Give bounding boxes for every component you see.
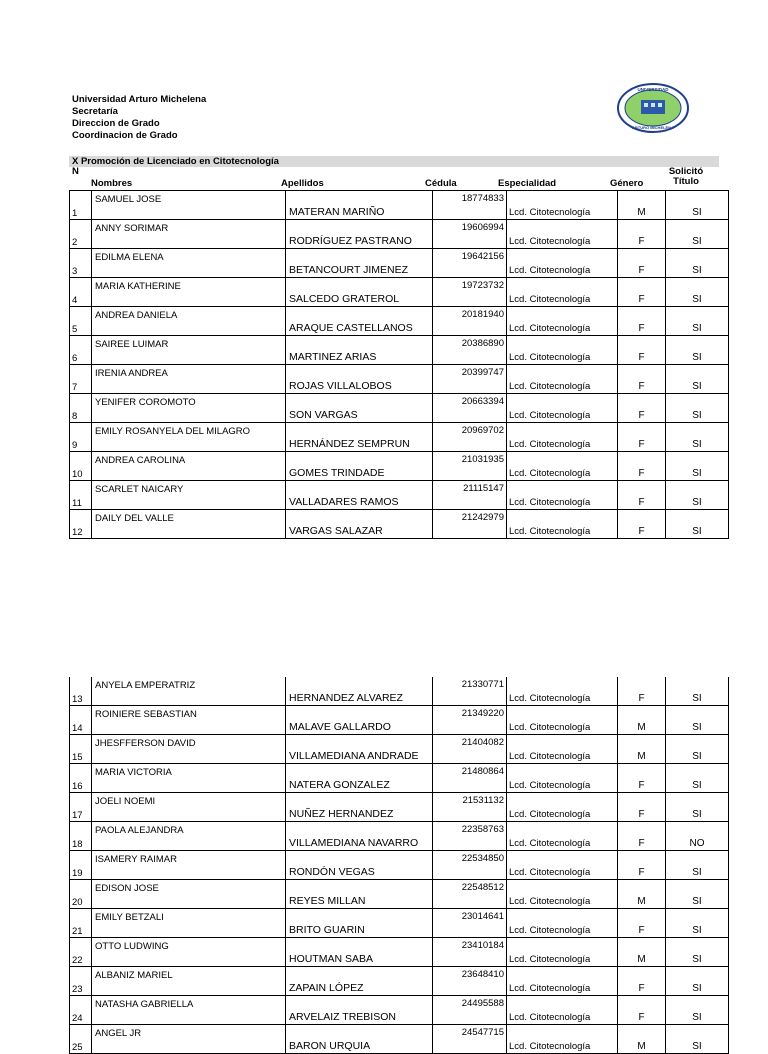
cell-requested-title: SI — [666, 1025, 729, 1054]
col-header-solicito — [664, 167, 708, 187]
col-header-cedula: Cédula — [425, 178, 457, 189]
cell-requested-title: SI — [666, 481, 729, 510]
cell-last-names: NATERA GONZALEZ — [286, 764, 433, 793]
cell-row-number: 21 — [70, 909, 92, 938]
cell-gender: F — [618, 481, 666, 510]
table-row — [70, 307, 729, 336]
col-header-genero: Género — [610, 178, 644, 189]
cell-id-number: 21330771 — [433, 677, 507, 706]
table-row — [70, 1025, 729, 1054]
cell-row-number: 12 — [70, 510, 92, 539]
cell-gender: F — [618, 909, 666, 938]
cell-gender: F — [618, 220, 666, 249]
cell-specialty: Lcd. Citotecnología — [507, 1025, 618, 1054]
cell-requested-title: SI — [666, 677, 729, 706]
cell-gender: F — [618, 452, 666, 481]
cell-id-number: 24547715 — [433, 1025, 507, 1054]
col-header-solicito-line2: Título — [673, 176, 699, 187]
cell-first-names: ROINIERE SEBASTIAN — [92, 706, 286, 735]
promotion-title: X Promoción de Licenciado en Citotecnología — [69, 156, 719, 167]
document-header — [72, 94, 206, 142]
cell-id-number: 22358763 — [433, 822, 507, 851]
cell-last-names: RODRÍGUEZ PASTRANO — [286, 220, 433, 249]
cell-first-names: ALBANIZ MARIEL — [92, 967, 286, 996]
cell-row-number: 23 — [70, 967, 92, 996]
col-header-solicito-line1: Solicitó — [668, 166, 704, 177]
cell-id-number: 20399747 — [433, 365, 507, 394]
cell-requested-title: SI — [666, 510, 729, 539]
table-row — [70, 793, 729, 822]
cell-id-number: 21031935 — [433, 452, 507, 481]
cell-requested-title: SI — [666, 278, 729, 307]
cell-specialty: Lcd. Citotecnología — [507, 996, 618, 1025]
cell-first-names: PAOLA ALEJANDRA — [92, 822, 286, 851]
cell-row-number: 11 — [70, 481, 92, 510]
table-row — [70, 677, 729, 706]
cell-gender: F — [618, 996, 666, 1025]
table-row — [70, 996, 729, 1025]
graduates-table-2 — [69, 677, 729, 1054]
cell-row-number: 6 — [70, 336, 92, 365]
cell-requested-title: SI — [666, 394, 729, 423]
table-row — [70, 510, 729, 539]
cell-id-number: 21531132 — [433, 793, 507, 822]
cell-id-number: 21349220 — [433, 706, 507, 735]
cell-row-number: 3 — [70, 249, 92, 278]
cell-id-number: 18774833 — [433, 191, 507, 220]
cell-last-names: HERNÁNDEZ SEMPRUN — [286, 423, 433, 452]
cell-specialty: Lcd. Citotecnología — [507, 336, 618, 365]
table-row — [70, 764, 729, 793]
cell-first-names: YENIFER COROMOTO — [92, 394, 286, 423]
cell-last-names: ARAQUE CASTELLANOS — [286, 307, 433, 336]
cell-requested-title: SI — [666, 307, 729, 336]
cell-row-number: 17 — [70, 793, 92, 822]
cell-last-names: HERNANDEZ ALVAREZ — [286, 677, 433, 706]
coordination-line: Coordinacion de Grado — [72, 130, 178, 141]
cell-id-number: 20663394 — [433, 394, 507, 423]
cell-id-number: 22548512 — [433, 880, 507, 909]
cell-row-number: 5 — [70, 307, 92, 336]
cell-gender: M — [618, 938, 666, 967]
cell-last-names: NUÑEZ HERNANDEZ — [286, 793, 433, 822]
cell-requested-title: SI — [666, 996, 729, 1025]
cell-first-names: EMILY BETZALI — [92, 909, 286, 938]
cell-requested-title: NO — [666, 822, 729, 851]
cell-requested-title: SI — [666, 249, 729, 278]
cell-row-number: 16 — [70, 764, 92, 793]
cell-specialty: Lcd. Citotecnología — [507, 938, 618, 967]
cell-specialty: Lcd. Citotecnología — [507, 706, 618, 735]
cell-requested-title: SI — [666, 365, 729, 394]
cell-specialty: Lcd. Citotecnología — [507, 220, 618, 249]
cell-id-number: 22534850 — [433, 851, 507, 880]
cell-last-names: RONDÓN VEGAS — [286, 851, 433, 880]
cell-row-number: 9 — [70, 423, 92, 452]
cell-last-names: GOMES TRINDADE — [286, 452, 433, 481]
cell-last-names: VALLADARES RAMOS — [286, 481, 433, 510]
cell-row-number: 18 — [70, 822, 92, 851]
cell-specialty: Lcd. Citotecnología — [507, 307, 618, 336]
cell-first-names: ANDREA CAROLINA — [92, 452, 286, 481]
cell-id-number: 19642156 — [433, 249, 507, 278]
cell-row-number: 22 — [70, 938, 92, 967]
cell-gender: M — [618, 706, 666, 735]
cell-id-number: 23410184 — [433, 938, 507, 967]
cell-gender: F — [618, 967, 666, 996]
cell-gender: F — [618, 365, 666, 394]
cell-first-names: SAIREE LUIMAR — [92, 336, 286, 365]
secretary-line: Secretaría — [72, 106, 118, 117]
cell-id-number: 20181940 — [433, 307, 507, 336]
cell-specialty: Lcd. Citotecnología — [507, 880, 618, 909]
cell-last-names: MARTINEZ ARIAS — [286, 336, 433, 365]
cell-first-names: ANNY SORIMAR — [92, 220, 286, 249]
cell-specialty: Lcd. Citotecnología — [507, 793, 618, 822]
cell-gender: F — [618, 278, 666, 307]
cell-row-number: 7 — [70, 365, 92, 394]
table-row — [70, 249, 729, 278]
cell-requested-title: SI — [666, 220, 729, 249]
table-row — [70, 706, 729, 735]
table-row — [70, 851, 729, 880]
cell-requested-title: SI — [666, 851, 729, 880]
cell-specialty: Lcd. Citotecnología — [507, 909, 618, 938]
cell-gender: F — [618, 851, 666, 880]
cell-specialty: Lcd. Citotecnología — [507, 735, 618, 764]
cell-first-names: ANYELA EMPERATRIZ — [92, 677, 286, 706]
cell-id-number: 21115147 — [433, 481, 507, 510]
cell-id-number: 20969702 — [433, 423, 507, 452]
cell-id-number: 21480864 — [433, 764, 507, 793]
cell-specialty: Lcd. Citotecnología — [507, 394, 618, 423]
table-row — [70, 909, 729, 938]
svg-text:UNIVERSIDAD: UNIVERSIDAD — [637, 87, 669, 92]
cell-first-names: MARIA KATHERINE — [92, 278, 286, 307]
table-row — [70, 191, 729, 220]
cell-first-names: MARIA VICTORIA — [92, 764, 286, 793]
table-row — [70, 822, 729, 851]
cell-first-names: ISAMERY RAIMAR — [92, 851, 286, 880]
cell-specialty: Lcd. Citotecnología — [507, 822, 618, 851]
cell-specialty: Lcd. Citotecnología — [507, 249, 618, 278]
cell-row-number: 13 — [70, 677, 92, 706]
cell-row-number: 24 — [70, 996, 92, 1025]
cell-first-names: SCARLET NAICARY — [92, 481, 286, 510]
cell-specialty: Lcd. Citotecnología — [507, 365, 618, 394]
cell-row-number: 8 — [70, 394, 92, 423]
cell-requested-title: SI — [666, 764, 729, 793]
cell-gender: F — [618, 307, 666, 336]
table-row — [70, 735, 729, 764]
cell-gender: F — [618, 249, 666, 278]
cell-gender: M — [618, 1025, 666, 1054]
cell-specialty: Lcd. Citotecnología — [507, 851, 618, 880]
cell-row-number: 19 — [70, 851, 92, 880]
university-logo — [617, 83, 689, 133]
cell-last-names: REYES MILLAN — [286, 880, 433, 909]
cell-requested-title: SI — [666, 793, 729, 822]
cell-specialty: Lcd. Citotecnología — [507, 278, 618, 307]
cell-last-names: SON VARGAS — [286, 394, 433, 423]
cell-requested-title: SI — [666, 967, 729, 996]
cell-requested-title: SI — [666, 909, 729, 938]
cell-requested-title: SI — [666, 938, 729, 967]
cell-last-names: MALAVE GALLARDO — [286, 706, 433, 735]
cell-row-number: 2 — [70, 220, 92, 249]
cell-last-names: SALCEDO GRATEROL — [286, 278, 433, 307]
cell-first-names: SAMUEL JOSE — [92, 191, 286, 220]
table-row — [70, 452, 729, 481]
cell-last-names: VARGAS SALAZAR — [286, 510, 433, 539]
cell-gender: F — [618, 677, 666, 706]
cell-row-number: 10 — [70, 452, 92, 481]
table-row — [70, 938, 729, 967]
cell-specialty: Lcd. Citotecnología — [507, 510, 618, 539]
cell-gender: F — [618, 510, 666, 539]
graduates-table-1 — [69, 190, 729, 539]
col-header-especialidad: Especialidad — [498, 178, 557, 189]
cell-gender: F — [618, 394, 666, 423]
cell-id-number: 21404082 — [433, 735, 507, 764]
cell-first-names: OTTO LUDWING — [92, 938, 286, 967]
table-row — [70, 365, 729, 394]
cell-first-names: JOELI NOEMI — [92, 793, 286, 822]
table-row — [70, 967, 729, 996]
cell-specialty: Lcd. Citotecnología — [507, 452, 618, 481]
table-row — [70, 880, 729, 909]
university-name: Universidad Arturo Michelena — [72, 94, 207, 105]
cell-first-names: ANGEL JR — [92, 1025, 286, 1054]
cell-last-names: ROJAS VILLALOBOS — [286, 365, 433, 394]
cell-specialty: Lcd. Citotecnología — [507, 423, 618, 452]
cell-requested-title: SI — [666, 191, 729, 220]
cell-row-number: 4 — [70, 278, 92, 307]
cell-row-number: 25 — [70, 1025, 92, 1054]
cell-id-number: 19723732 — [433, 278, 507, 307]
table-row — [70, 481, 729, 510]
cell-first-names: ANDREA DANIELA — [92, 307, 286, 336]
cell-id-number: 23014641 — [433, 909, 507, 938]
table-row — [70, 278, 729, 307]
cell-requested-title: SI — [666, 880, 729, 909]
cell-last-names: BETANCOURT JIMENEZ — [286, 249, 433, 278]
cell-first-names: DAILY DEL VALLE — [92, 510, 286, 539]
cell-last-names: ZAPAIN LÓPEZ — [286, 967, 433, 996]
cell-last-names: ARVELAIZ TREBISON — [286, 996, 433, 1025]
cell-row-number: 1 — [70, 191, 92, 220]
cell-gender: M — [618, 191, 666, 220]
table-row — [70, 336, 729, 365]
cell-gender: F — [618, 764, 666, 793]
cell-specialty: Lcd. Citotecnología — [507, 677, 618, 706]
table-row — [70, 423, 729, 452]
cell-last-names: BRITO GUARIN — [286, 909, 433, 938]
svg-text:ARTURO MICHELENA: ARTURO MICHELENA — [632, 125, 674, 130]
cell-last-names: MATERAN MARIÑO — [286, 191, 433, 220]
cell-gender: F — [618, 336, 666, 365]
col-header-apellidos: Apellidos — [281, 178, 324, 189]
cell-id-number: 24495588 — [433, 996, 507, 1025]
col-header-nombres: Nombres — [91, 178, 133, 189]
cell-gender: F — [618, 822, 666, 851]
direction-line: Direccion de Grado — [72, 118, 160, 129]
cell-requested-title: SI — [666, 706, 729, 735]
cell-requested-title: SI — [666, 452, 729, 481]
cell-first-names: EDILMA ELENA — [92, 249, 286, 278]
cell-last-names: HOUTMAN SABA — [286, 938, 433, 967]
cell-id-number: 20386890 — [433, 336, 507, 365]
table-row — [70, 220, 729, 249]
cell-first-names: JHESFFERSON DAVID — [92, 735, 286, 764]
cell-specialty: Lcd. Citotecnología — [507, 191, 618, 220]
cell-specialty: Lcd. Citotecnología — [507, 967, 618, 996]
cell-row-number: 20 — [70, 880, 92, 909]
cell-last-names: VILLAMEDIANA NAVARRO — [286, 822, 433, 851]
cell-first-names: NATASHA GABRIELLA — [92, 996, 286, 1025]
col-header-n: N — [72, 166, 79, 177]
cell-specialty: Lcd. Citotecnología — [507, 481, 618, 510]
cell-gender: M — [618, 735, 666, 764]
cell-first-names: EMILY ROSANYELA DEL MILAGRO — [92, 423, 286, 452]
cell-id-number: 19606994 — [433, 220, 507, 249]
cell-requested-title: SI — [666, 735, 729, 764]
cell-requested-title: SI — [666, 336, 729, 365]
cell-specialty: Lcd. Citotecnología — [507, 764, 618, 793]
cell-first-names: EDISON JOSE — [92, 880, 286, 909]
cell-gender: F — [618, 423, 666, 452]
cell-id-number: 21242979 — [433, 510, 507, 539]
cell-first-names: IRENIA ANDREA — [92, 365, 286, 394]
cell-id-number: 23648410 — [433, 967, 507, 996]
cell-row-number: 14 — [70, 706, 92, 735]
cell-row-number: 15 — [70, 735, 92, 764]
cell-requested-title: SI — [666, 423, 729, 452]
cell-last-names: VILLAMEDIANA ANDRADE — [286, 735, 433, 764]
cell-gender: F — [618, 793, 666, 822]
cell-gender: M — [618, 880, 666, 909]
table-row — [70, 394, 729, 423]
cell-last-names: BARON URQUIA — [286, 1025, 433, 1054]
